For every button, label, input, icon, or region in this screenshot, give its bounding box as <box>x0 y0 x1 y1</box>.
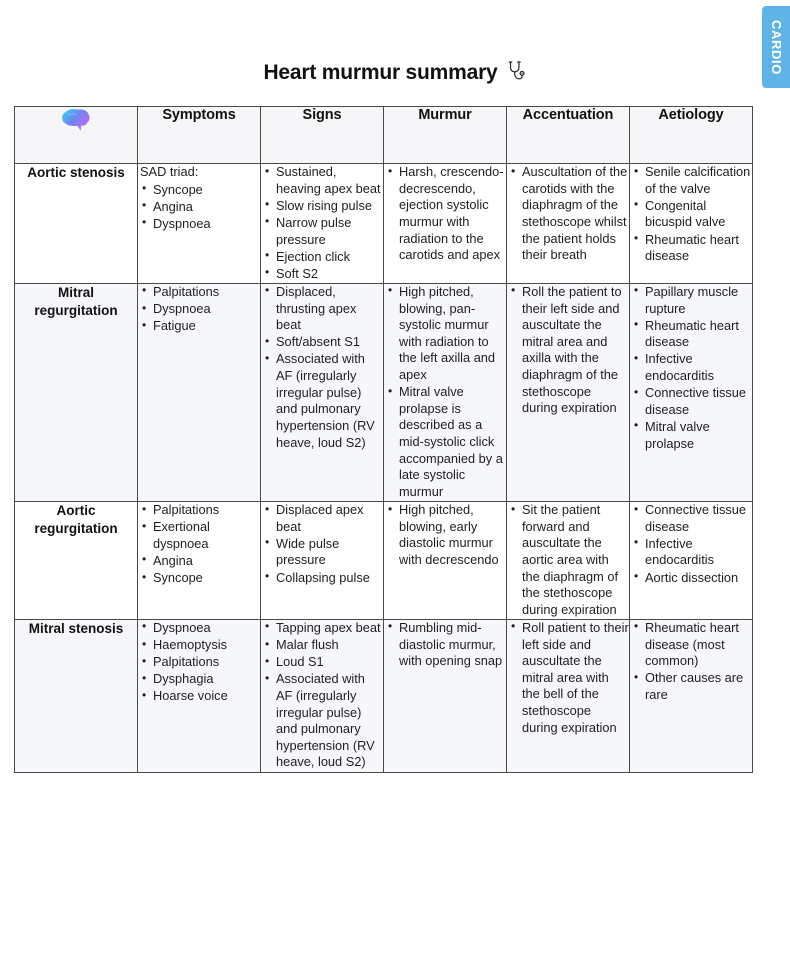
list-item: • Aortic dissection <box>645 570 752 587</box>
list-item: • Dysphagia <box>153 671 260 688</box>
signs-cell-list <box>261 164 383 282</box>
table-row <box>15 502 753 620</box>
murmur-cell <box>384 283 507 501</box>
list-item: • Syncope <box>153 182 260 199</box>
symptoms-lead-text: SAD triad: <box>140 164 199 179</box>
accentuation-cell <box>507 502 630 620</box>
condition-name-cell: Aortic stenosis <box>15 164 138 284</box>
condition-name-cell: Aortic regurgitation <box>15 502 138 620</box>
aetiology-cell-list <box>630 502 752 586</box>
murmur-cell-list <box>384 164 506 264</box>
column-header-murmur: Murmur <box>384 107 507 164</box>
list-item: • Connective tissue disease <box>645 385 752 418</box>
list-item: • Rheumatic heart disease <box>645 232 752 265</box>
list-item: • Haemoptysis <box>153 637 260 654</box>
list-item: • Sustained, heaving apex beat <box>276 164 383 197</box>
murmur-cell-list <box>384 284 506 501</box>
column-header-symptoms: Symptoms <box>138 107 261 164</box>
table-row <box>15 164 753 284</box>
symptoms-cell <box>138 283 261 501</box>
list-item: • Palpitations <box>153 502 260 519</box>
aetiology-cell-list <box>630 620 752 704</box>
list-item: • Mitral valve prolapse <box>645 419 752 452</box>
accentuation-cell-list <box>507 502 629 618</box>
list-item: • Ejection click <box>276 249 383 266</box>
aetiology-cell-list <box>630 284 752 452</box>
list-item: • High pitched, blowing, early diastolic murmur with decrescendo <box>399 502 506 569</box>
symptoms-cell <box>138 502 261 620</box>
table-header-icon-cell <box>15 107 138 164</box>
table-header-row <box>15 107 753 164</box>
accentuation-cell-list <box>507 620 629 736</box>
accentuation-cell-list <box>507 284 629 417</box>
list-item: • Congenital bicuspid valve <box>645 198 752 231</box>
list-item: • Malar flush <box>276 637 383 654</box>
category-tab-label: CARDIO <box>768 19 784 75</box>
aetiology-cell <box>630 164 753 284</box>
list-item: • Wide pulse pressure <box>276 536 383 569</box>
condition-name-cell: Mitral regurgitation <box>15 283 138 501</box>
table-row <box>15 283 753 501</box>
aetiology-cell <box>630 283 753 501</box>
list-item: • Other causes are rare <box>645 670 752 703</box>
list-item: • Infective endocarditis <box>645 536 752 569</box>
signs-cell <box>261 283 384 501</box>
symptoms-cell-list <box>138 502 260 587</box>
list-item: • Roll the patient to their left side and auscultate the mitral area and axilla with the diaphragm of the stethoscope during expiration <box>522 284 629 417</box>
column-header-signs: Signs <box>261 107 384 164</box>
list-item: • High pitched, blowing, pan-systolic murmur with radiation to the left axilla and apex <box>399 284 506 384</box>
signs-cell <box>261 164 384 284</box>
accentuation-cell <box>507 283 630 501</box>
stethoscope-icon <box>505 60 527 86</box>
signs-cell <box>261 619 384 772</box>
murmur-cell <box>384 619 507 772</box>
condition-name-cell: Mitral stenosis <box>15 619 138 772</box>
heart-murmur-summary-table <box>14 106 752 773</box>
list-item: • Mitral valve prolapse is described as a mid-systolic click accompanied by a late systolic murmur <box>399 384 506 500</box>
signs-cell-list <box>261 620 383 771</box>
accentuation-cell-list <box>507 164 629 264</box>
list-item: • Rheumatic heart disease (most common) <box>645 620 752 670</box>
signs-cell-list <box>261 284 383 451</box>
murmur-cell-list <box>384 620 506 670</box>
list-item: • Angina <box>153 553 260 570</box>
aetiology-cell-list <box>630 164 752 265</box>
list-item: • Hoarse voice <box>153 688 260 705</box>
symptoms-cell <box>138 164 261 284</box>
page-title-text: Heart murmur summary <box>263 61 498 84</box>
murmur-cell-list <box>384 502 506 569</box>
symptoms-cell-list <box>138 182 260 233</box>
symptoms-cell-list <box>138 620 260 705</box>
accentuation-cell <box>507 164 630 284</box>
list-item: • Dyspnoea <box>153 216 260 233</box>
list-item: • Roll patient to their left side and auscultate the mitral area with the bell of the stethoscope during expiration <box>522 620 629 736</box>
symptoms-cell <box>138 619 261 772</box>
list-item: • Exertional dyspnoea <box>153 519 260 552</box>
list-item: • Auscultation of the carotids with the diaphragm of the stethoscope whilst the patient holds their breath <box>522 164 629 264</box>
aetiology-cell <box>630 619 753 772</box>
list-item: • Associated with AF (irregularly irregular pulse) and pulmonary hypertension (RV heave, loud S2) <box>276 671 383 771</box>
murmur-cell <box>384 164 507 284</box>
list-item: • Palpitations <box>153 654 260 671</box>
signs-cell-list <box>261 502 383 586</box>
list-item: • Palpitations <box>153 284 260 301</box>
list-item: • Sit the patient forward and auscultate the aortic area with the diaphragm of the stethoscope during expiration <box>522 502 629 618</box>
page-title <box>0 60 790 86</box>
list-item: • Fatigue <box>153 318 260 335</box>
list-item: • Harsh, crescendo-decrescendo, ejection systolic murmur with radiation to the carotids and apex <box>399 164 506 264</box>
signs-cell <box>261 502 384 620</box>
aetiology-cell <box>630 502 753 620</box>
list-item: • Slow rising pulse <box>276 198 383 215</box>
column-header-aetiology: Aetiology <box>630 107 753 164</box>
symptoms-cell-list <box>138 284 260 335</box>
list-item: • Collapsing pulse <box>276 570 383 587</box>
list-item: • Tapping apex beat <box>276 620 383 637</box>
column-header-accentuation: Accentuation <box>507 107 630 164</box>
list-item: • Soft/absent S1 <box>276 334 383 351</box>
table-row <box>15 619 753 772</box>
accentuation-cell <box>507 619 630 772</box>
list-item: • Rumbling mid-diastolic murmur, with opening snap <box>399 620 506 670</box>
list-item: • Dyspnoea <box>153 301 260 318</box>
list-item: • Infective endocarditis <box>645 351 752 384</box>
list-item: • Loud S1 <box>276 654 383 671</box>
list-item: • Connective tissue disease <box>645 502 752 535</box>
list-item: • Soft S2 <box>276 266 383 283</box>
list-item: • Angina <box>153 199 260 216</box>
list-item: • Senile calcification of the valve <box>645 164 752 197</box>
list-item: • Displaced apex beat <box>276 502 383 535</box>
list-item: • Dyspnoea <box>153 620 260 637</box>
list-item: • Papillary muscle rupture <box>645 284 752 317</box>
list-item: • Associated with AF (irregularly irregular pulse) and pulmonary hypertension (RV heave, loud S2) <box>276 351 383 451</box>
brain-icon <box>59 107 93 133</box>
list-item: • Syncope <box>153 570 260 587</box>
list-item: • Rheumatic heart disease <box>645 318 752 351</box>
murmur-cell <box>384 502 507 620</box>
list-item: • Displaced, thrusting apex beat <box>276 284 383 334</box>
list-item: • Narrow pulse pressure <box>276 215 383 248</box>
